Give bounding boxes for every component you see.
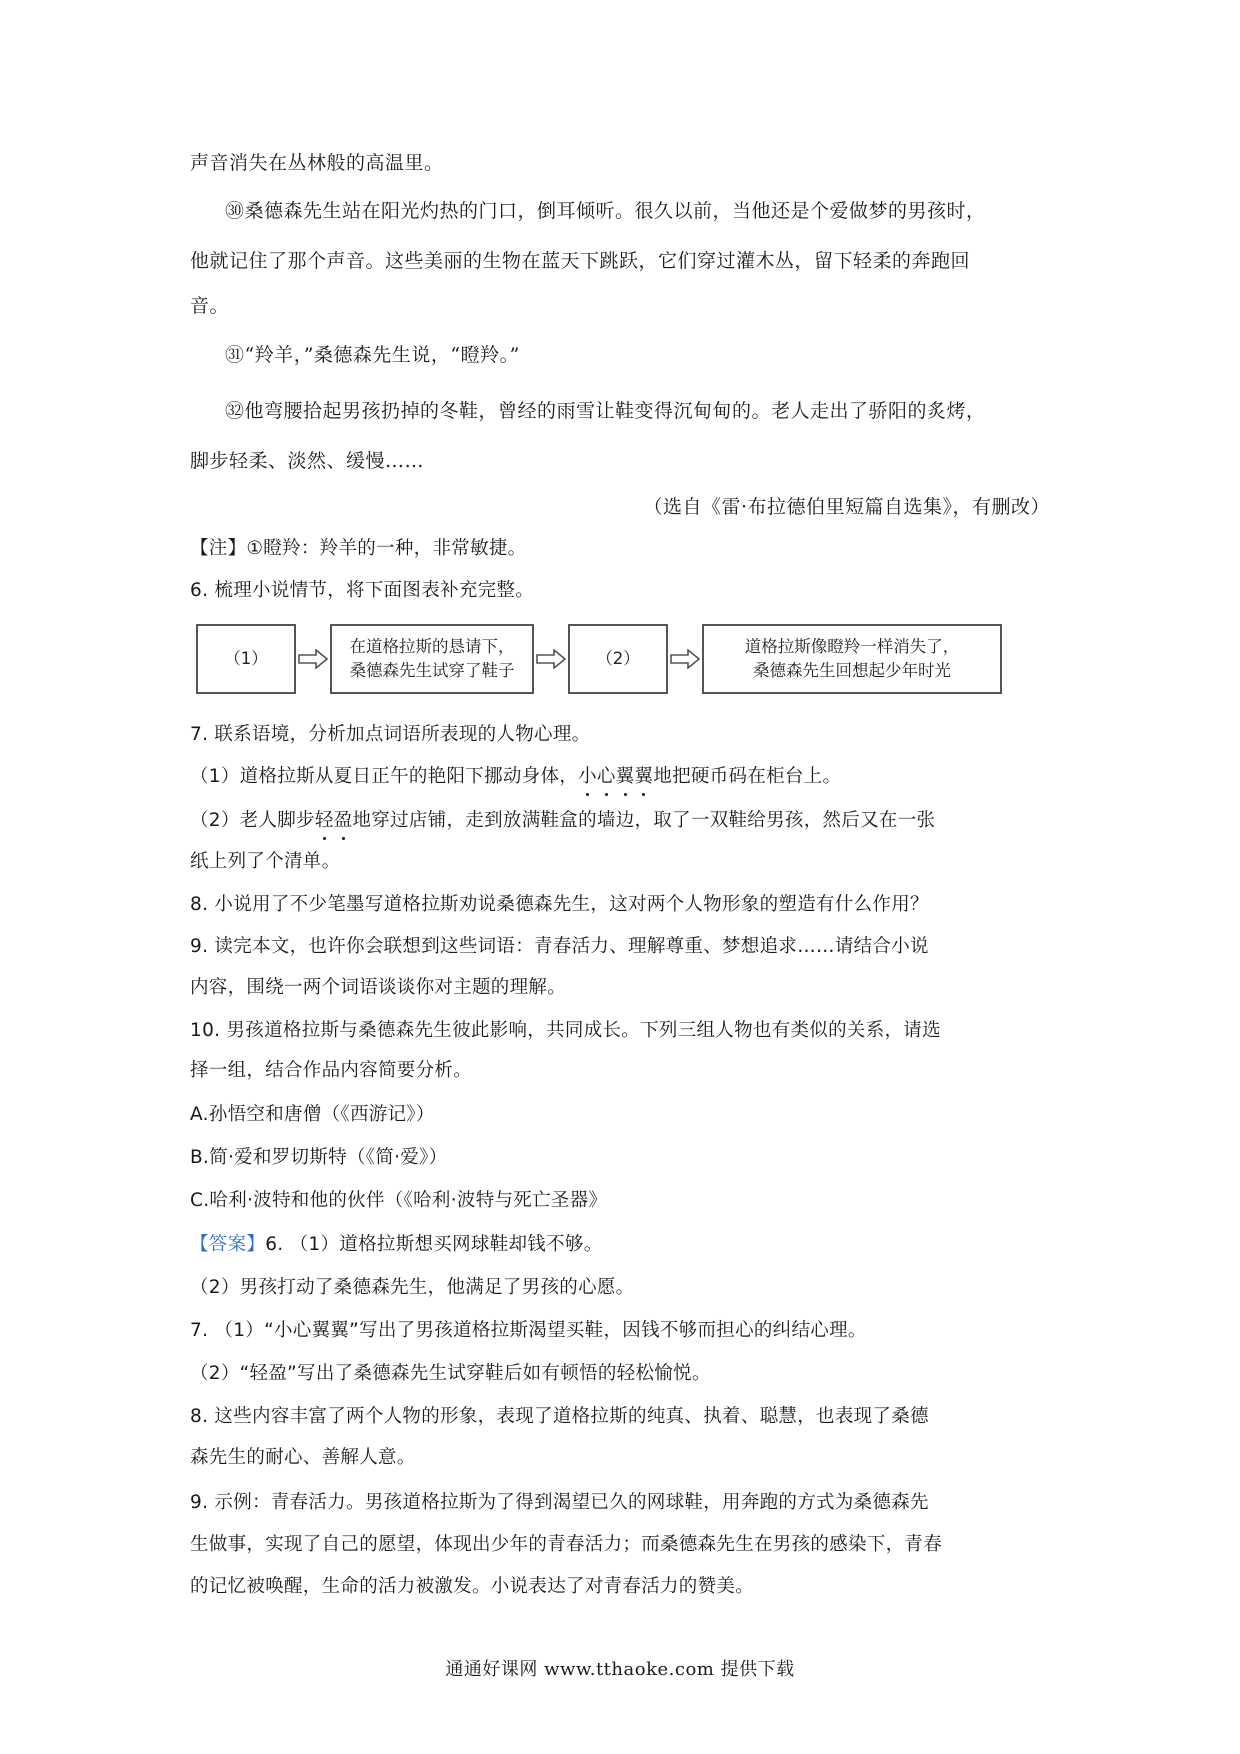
page-footer: 通通好课网 www.tthaoke.com 提供下载: [445, 1659, 795, 1680]
question-7-item2: [190, 808, 935, 834]
passage-p29-end: 声音消失在丛林般的高温里。: [190, 152, 444, 174]
emphasis-char: 翼: [616, 764, 635, 790]
question-10-option-a: A.孙悟空和唐僧（《西游记》）: [190, 1104, 435, 1125]
emphasis-char: 盈: [334, 808, 353, 834]
passage-p30-line2: 他就记住了那个声音。这些美丽的生物在蓝天下跳跃，它们穿过灌木丛，留下轻柔的奔跑回: [190, 250, 971, 272]
plot-flowchart: [196, 620, 1016, 702]
question-10-line1: 10. 男孩道格拉斯与桑德森先生彼此影响，共同成长。下列三组人物也有类似的关系，请选: [190, 1020, 941, 1041]
answer-9-line3: 的记忆被唤醒，生命的活力被激发。小说表达了对青春活力的赞美。: [190, 1576, 755, 1597]
question-7-stem: 7. 联系语境，分析加点词语所表现的人物心理。: [190, 724, 591, 745]
answer-8-line1: 8. 这些内容丰富了两个人物的形象，表现了道格拉斯的纯真、执着、聪慧，也表现了桑德: [190, 1406, 929, 1427]
emphasis-char: 小: [578, 764, 597, 790]
question-7-item2-post: 地穿过店铺，走到放满鞋盒的墙边，取了一双鞋给男孩，然后又在一张: [352, 810, 936, 831]
question-7-item1-post: 地把硬币码在柜台上。: [653, 766, 842, 787]
flow-arrow-icon: [536, 649, 566, 669]
flow-box-2-line2: 桑德森先生试穿了鞋子: [349, 661, 515, 680]
flow-arrow-icon: [670, 649, 700, 669]
passage-p32-line2: 脚步轻柔、淡然、缓慢……: [190, 450, 425, 472]
answer-6-1-text: 6. （1）道格拉斯想买网球鞋却钱不够。: [265, 1234, 603, 1255]
flow-box-2-line1: 在道格拉斯的恳请下，: [349, 637, 515, 656]
answer-6-2: （2）男孩打动了桑德森先生，他满足了男孩的心愿。: [190, 1277, 635, 1298]
flow-box-1-label: （1）: [224, 649, 268, 668]
flow-box-3: [568, 624, 668, 694]
flow-arrow-icon: [298, 649, 328, 669]
question-10-option-c: C.哈利·波特和他的伙伴（《哈利·波特与死亡圣器》: [190, 1190, 608, 1211]
answer-7-2: （2）“轻盈”写出了桑德森先生试穿鞋后如有顿悟的轻松愉悦。: [190, 1363, 711, 1384]
flow-box-2: [330, 624, 534, 694]
question-9-line2: 内容，围绕一两个词语谈谈你对主题的理解。: [190, 977, 567, 998]
answer-7-1: 7. （1）“小心翼翼”写出了男孩道格拉斯渴望买鞋，因钱不够而担心的纠结心理。: [190, 1320, 867, 1341]
answer-8-line2: 森先生的耐心、善解人意。: [190, 1447, 416, 1468]
passage-p31: ㉛“羚羊，”桑德森先生说，“瞪羚。”: [225, 344, 520, 366]
flow-box-4-line1: 道格拉斯像瞪羚一样消失了，: [744, 637, 960, 656]
question-10-option-b: B.简·爱和罗切斯特（《简·爱》）: [190, 1147, 448, 1168]
question-6: 6. 梳理小说情节，将下面图表补充完整。: [190, 580, 535, 601]
question-9-line1: 9. 读完本文，也许你会联想到这些词语：青春活力、理解尊重、梦想追求……请结合小说: [190, 936, 929, 957]
emphasis-char: 心: [597, 764, 616, 790]
answer-9-line1: 9. 示例：青春活力。男孩道格拉斯为了得到渴望已久的网球鞋，用奔跑的方式为桑德森先: [190, 1492, 929, 1513]
answer-6-1: [190, 1232, 603, 1258]
question-10-line2: 择一组，结合作品内容简要分析。: [190, 1060, 473, 1081]
flow-box-3-label: （2）: [596, 649, 640, 668]
annotation-note: 【注】①瞪羚：羚羊的一种，非常敏捷。: [190, 538, 527, 559]
flow-box-4-line2: 桑德森先生回想起少年时光: [753, 661, 951, 680]
passage-p30-line3: 音。: [190, 295, 230, 317]
passage-p32-line1: ㉜他弯腰拾起男孩扔掉的冬鞋，曾经的雨雪让鞋变得沉甸甸的。老人走出了骄阳的炙烤，: [225, 400, 986, 422]
flow-box-1: [196, 624, 296, 694]
flow-box-4: [702, 624, 1002, 694]
emphasis-char: 轻: [315, 808, 334, 834]
question-7-item2-pre: （2）老人脚步: [190, 810, 315, 831]
answer-9-line2: 生做事，实现了自己的愿望，体现出少年的青春活力；而桑德森先生在男孩的感染下，青春: [190, 1534, 943, 1555]
emphasis-char: 翼: [635, 764, 654, 790]
question-7-item1-pre: （1）道格拉斯从夏日正午的艳阳下挪动身体，: [190, 766, 579, 787]
passage-source: （选自《雷·布拉德伯里短篇自选集》，有删改）: [643, 496, 1050, 518]
question-8: 8. 小说用了不少笔墨写道格拉斯劝说桑德森先生，这对两个人物形象的塑造有什么作用？: [190, 894, 929, 915]
answer-tag: 【答案】: [190, 1234, 266, 1255]
passage-p30-line1: ㉚桑德森先生站在阳光灼热的门口，倒耳倾听。很久以前，当他还是个爱做梦的男孩时，: [225, 200, 986, 222]
question-7-item2-line2: 纸上列了个清单。: [190, 851, 341, 872]
question-7-item1: [190, 764, 841, 790]
